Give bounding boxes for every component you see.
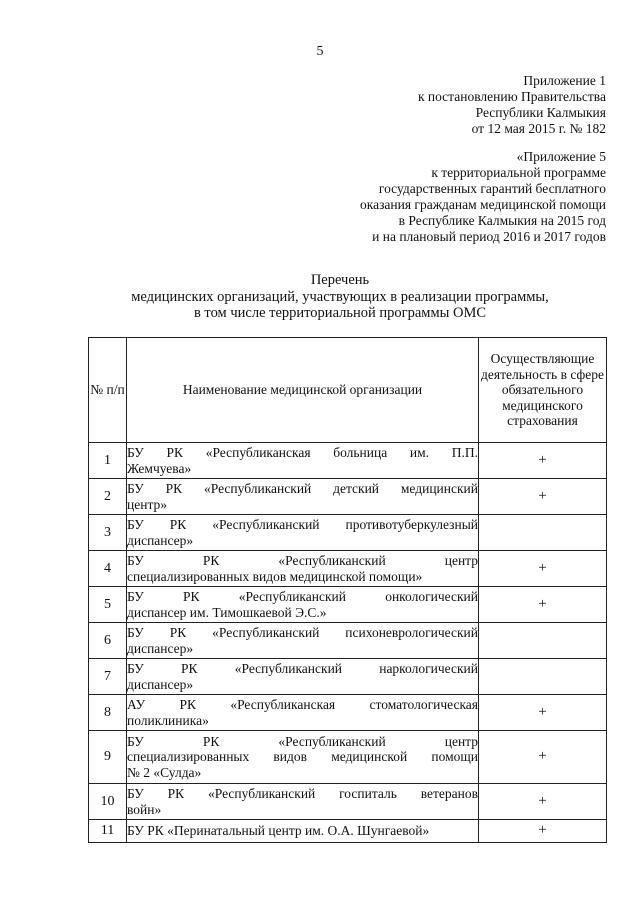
organization-name-line: БУ РК «Республиканский психоневрологический [127,625,478,640]
appendix-1-line: Республики Калмыкия [475,105,606,120]
oms-mark: + [479,731,607,784]
organization-name-line: диспансер» [127,532,194,548]
organization-name-line: диспансер им. Тимошкаевой Э.С.» [127,604,327,620]
organization-name-line: БУ РК «Республиканский центр [127,733,478,749]
title-line: в том числе территориальной программы ОМС [193,305,487,321]
oms-mark: + [479,443,607,479]
organization-name-line: центр» [127,496,168,512]
organization-name-line: специализированных видов медицинской помощи» [127,568,423,584]
oms-mark: + [479,784,607,820]
organization-name-line: БУ РК «Республиканский госпиталь ветеранов [127,786,478,801]
oms-mark [479,659,607,695]
title-line: Перечень [310,272,370,288]
organization-name-line: БУ РК «Республиканский центр [127,553,478,568]
row-number: 4 [89,551,127,587]
appendix-5-line: оказания гражданам медицинской помощи [359,197,606,212]
table-row [89,784,607,820]
row-number: 5 [89,587,127,623]
organization-name [127,587,479,623]
row-number: 2 [89,479,127,515]
oms-mark: + [479,551,607,587]
oms-mark [479,623,607,659]
appendix-5-line: к территориальной программе [431,165,606,180]
organizations-table [88,337,607,843]
organization-name [127,623,479,659]
organization-name [127,731,479,784]
organization-name [127,784,479,820]
table-header-row [89,338,607,443]
table-row [89,623,607,659]
title-line: медицинских организаций, участвующих в реализации программы, [131,288,549,305]
oms-mark [479,515,607,551]
organization-name [127,551,479,587]
row-number: 11 [89,820,127,843]
oms-mark: + [479,479,607,515]
oms-mark: + [479,695,607,731]
organization-name-line: Жемчуева» [127,460,192,476]
organization-name-line: поликлиника» [127,712,209,728]
organization-name-line: диспансер» [127,676,194,692]
organization-name [127,659,479,695]
appendix-5-line: «Приложение 5 [516,149,606,164]
oms-mark: + [479,587,607,623]
header-oms-activity: Осуществляющие деятельность в сфере обязательного медицинского страхования [479,338,607,443]
table-row [89,479,607,515]
organization-name-line: БУ РК «Республиканская больница им. П.П. [127,445,478,460]
organization-name [127,443,479,479]
organization-name [127,820,479,843]
table-row [89,515,607,551]
table-row [89,820,607,843]
organization-name-line: войн» [127,801,162,817]
document-title [0,272,640,322]
appendix-5-line: в Республике Калмыкия на 2015 год [398,213,606,228]
table-row [89,731,607,784]
organization-name-line: специализированных видов медицинской помощи [127,749,478,765]
table-row [89,695,607,731]
table-row [89,587,607,623]
row-number: 6 [89,623,127,659]
appendix-1-line: к постановлению Правительства [417,89,606,104]
organization-name-line: диспансер» [127,640,194,656]
organization-name-line: БУ РК «Республиканский наркологический [127,661,478,676]
organization-name-line: БУ РК «Перинатальный центр им. О.А. Шунгаевой» [127,823,430,839]
appendix-1-block [418,73,606,137]
table-row [89,659,607,695]
header-number: № п/п [89,338,127,443]
organization-name [127,695,479,731]
table-row [89,443,607,479]
row-number: 3 [89,515,127,551]
organization-name [127,515,479,551]
table-body [89,443,607,843]
organization-name-line: БУ РК «Республиканский противотуберкулезный [127,517,478,532]
appendix-1-line: от 12 мая 2015 г. № 182 [471,121,606,136]
appendix-1-line: Приложение 1 [523,73,606,88]
appendix-5-block [360,149,606,245]
organization-name-line: БУ РК «Республиканский детский медицинский [127,481,478,496]
page-number: 5 [316,44,324,59]
organization-name [127,479,479,515]
table-row [89,551,607,587]
organization-name-line: БУ РК «Республиканский онкологический [127,589,478,604]
header-organization-name: Наименование медицинской организации [127,338,479,443]
appendix-5-line: и на плановый период 2016 и 2017 годов [372,229,606,244]
organization-name-line: № 2 «Сулда» [127,764,202,780]
row-number: 8 [89,695,127,731]
oms-mark: + [479,820,607,843]
row-number: 1 [89,443,127,479]
row-number: 7 [89,659,127,695]
row-number: 10 [89,784,127,820]
organization-name-line: АУ РК «Республиканская стоматологическая [127,697,478,712]
appendix-5-line: государственных гарантий бесплатного [378,181,606,196]
row-number: 9 [89,731,127,784]
